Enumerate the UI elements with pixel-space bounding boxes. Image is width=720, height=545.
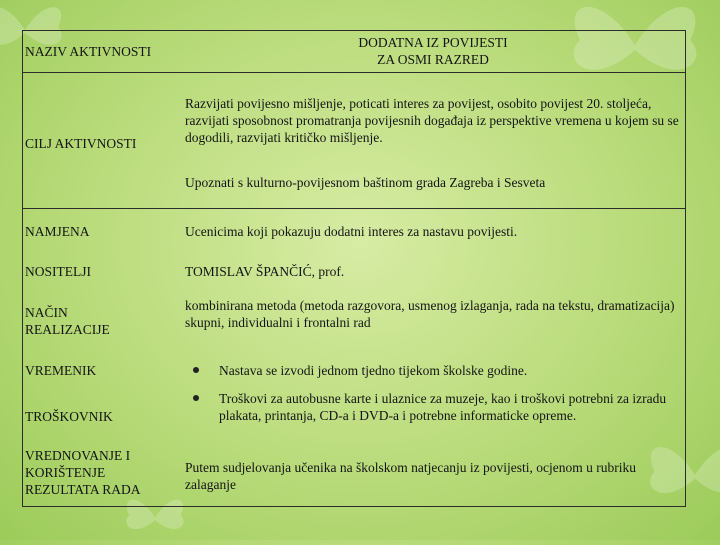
bullet-icon bbox=[193, 367, 199, 373]
nositelji-value: TOMISLAV ŠPANČIĆ, prof. bbox=[185, 264, 345, 279]
cilj-label: CILJ AKTIVNOSTI bbox=[25, 136, 137, 151]
nositelji-label: NOSITELJI bbox=[25, 264, 91, 279]
troskovnik-label: TROŠKOVNIK bbox=[25, 409, 113, 424]
naziv-value bbox=[185, 34, 681, 68]
bullet-icon bbox=[193, 395, 199, 401]
troskovnik-value: Troškovi za autobusne karte i ulaznice za muzeje, kao i troškovi potrebni za izradu plakata, printanja, CD-a i DVD-a i potrebne informaticke opreme. bbox=[219, 391, 667, 423]
cilj-value-2: Upoznati s kulturno-povijesnom baštinom grada Zagreba i Sesveta bbox=[185, 175, 546, 190]
cilj-value: Razvijati povijesno mišljenje, poticati interes za povijest, osobito povijest 20. stoljeća, razvijati sposobnost promatranja povijesnih događaja iz perspektive vremena u kojem su se dogodili, razvijati kritičko mišljenje. bbox=[185, 96, 679, 145]
row-divider bbox=[23, 72, 685, 73]
vrednovanje-value: Putem sudjelovanja učenika na školskom natjecanju iz povijesti, ocjenom u rubriku zalaganje bbox=[185, 460, 637, 492]
naziv-label: NAZIV AKTIVNOSTI bbox=[25, 44, 152, 59]
activity-table bbox=[22, 30, 686, 507]
naziv-value-line1: DODATNA IZ POVIJESTI bbox=[358, 35, 508, 50]
vrednovanje-label: VREDNOVANJE I KORIŠTENJE REZULTATA RADA bbox=[25, 448, 141, 497]
troskovnik-bullet bbox=[193, 390, 683, 424]
nacin-label: NAČIN REALIZACIJE bbox=[25, 305, 110, 337]
row-divider bbox=[23, 208, 685, 209]
nacin-value: kombinirana metoda (metoda razgovora, usmenog izlaganja, rada na tekstu, dramatizacija) skupni, individualni i frontalni rad bbox=[185, 298, 675, 330]
namjena-label: NAMJENA bbox=[25, 224, 90, 239]
vremenik-bullet bbox=[193, 362, 683, 379]
namjena-value: Ucenicima koji pokazuju dodatni interes za nastavu povijesti. bbox=[185, 224, 518, 239]
vremenik-label: VREMENIK bbox=[25, 363, 97, 378]
vremenik-value: Nastava se izvodi jednom tjedno tijekom školske godine. bbox=[219, 363, 528, 378]
naziv-value-line2: ZA OSMI RAZRED bbox=[377, 52, 489, 67]
